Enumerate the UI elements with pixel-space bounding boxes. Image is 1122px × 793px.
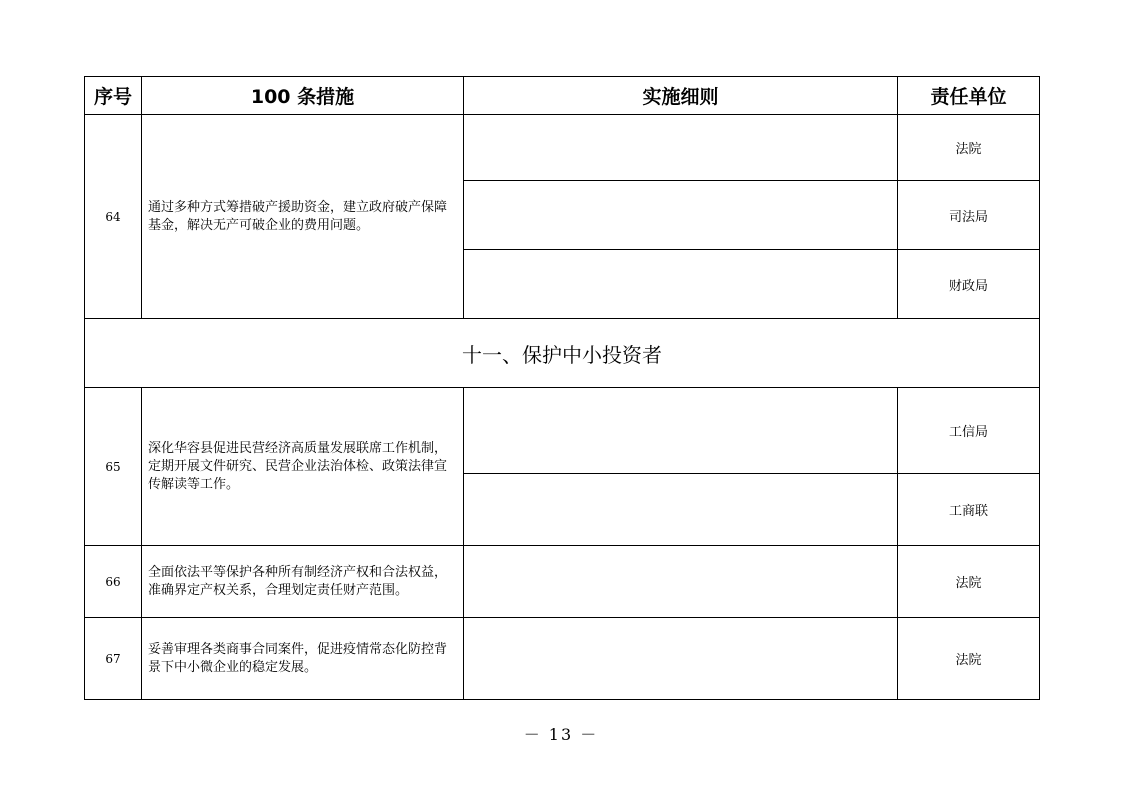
- responsible-unit: 工商联: [898, 474, 1040, 546]
- page-number: － 13 －: [523, 725, 599, 744]
- detail-cell: [464, 181, 898, 250]
- table-header-row: [85, 77, 1040, 115]
- detail-cell: [464, 474, 898, 546]
- header-detail: 实施细则: [464, 77, 898, 115]
- measure-text: 深化华容县促进民营经济高质量发展联席工作机制，定期开展文件研究、民营企业法治体检、政策法律宣传解读等工作。: [142, 388, 464, 546]
- measures-table: [84, 76, 1040, 700]
- detail-cell: [464, 546, 898, 618]
- row-number: 64: [85, 115, 142, 319]
- responsible-unit: 财政局: [898, 250, 1040, 319]
- responsible-unit: 法院: [898, 618, 1040, 700]
- measure-text: 通过多种方式筹措破产援助资金，建立政府破产保障基金，解决无产可破企业的费用问题。: [142, 115, 464, 319]
- header-unit: 责任单位: [898, 77, 1040, 115]
- responsible-unit: 法院: [898, 115, 1040, 181]
- measure-text: 妥善审理各类商事合同案件，促进疫情常态化防控背景下中小微企业的稳定发展。: [142, 618, 464, 700]
- detail-cell: [464, 115, 898, 181]
- detail-cell: [464, 250, 898, 319]
- table-row: [85, 546, 1040, 618]
- row-number: 67: [85, 618, 142, 700]
- detail-cell: [464, 618, 898, 700]
- section-title: 十一、保护中小投资者: [85, 319, 1040, 388]
- measure-text: 全面依法平等保护各种所有制经济产权和合法权益，准确界定产权关系，合理划定责任财产范围。: [142, 546, 464, 618]
- row-number: 65: [85, 388, 142, 546]
- section-row: [85, 319, 1040, 388]
- responsible-unit: 法院: [898, 546, 1040, 618]
- row-number: 66: [85, 546, 142, 618]
- table-row: [85, 115, 1040, 181]
- responsible-unit: 工信局: [898, 388, 1040, 474]
- header-measure: 100 条措施: [142, 77, 464, 115]
- table-row: [85, 388, 1040, 474]
- table-row: [85, 618, 1040, 700]
- detail-cell: [464, 388, 898, 474]
- header-seq: 序号: [85, 77, 142, 115]
- responsible-unit: 司法局: [898, 181, 1040, 250]
